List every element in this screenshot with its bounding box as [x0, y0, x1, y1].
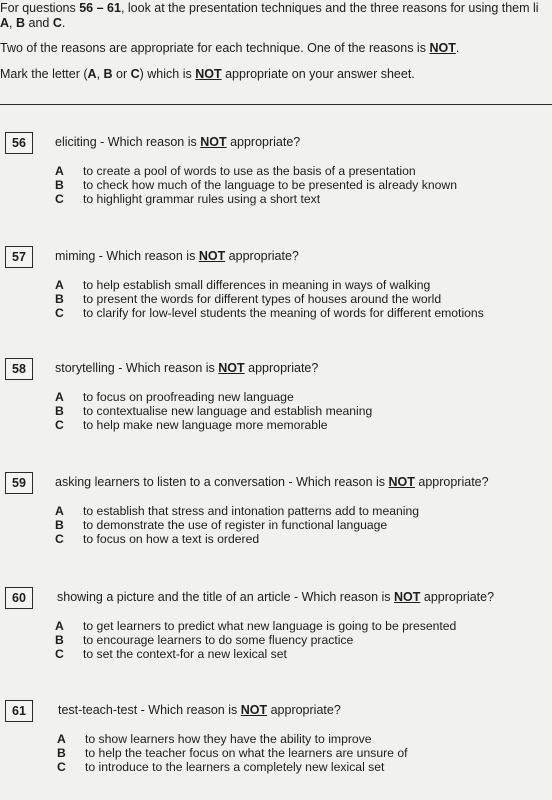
option-text: to get learners to predict what new language is going to be presented [83, 619, 457, 633]
technique: eliciting [55, 135, 97, 149]
instructions-line-3 [0, 41, 552, 56]
option-a [55, 390, 372, 404]
instructions-text: ) which is [139, 67, 196, 81]
prompt-text: appropriate? [267, 703, 341, 717]
separator: or [112, 67, 131, 81]
option-text: to contextualise new language and establish meaning [83, 404, 373, 418]
option-text: to present the words for different types of houses around the world [83, 292, 442, 306]
separator: , [9, 16, 16, 30]
instructions-text: For questions [0, 1, 80, 15]
instructions-line-2 [0, 16, 552, 31]
technique: test-teach-test [58, 703, 138, 717]
option-letter: B [55, 178, 64, 192]
option-c [55, 306, 484, 320]
option-letter: C [55, 647, 64, 661]
letter-a: A [87, 67, 97, 81]
option-text: to introduce to the learners a completely new lexical set [85, 760, 385, 774]
option-text: to set the context-for a new lexical set [83, 647, 287, 661]
prompt-text: - Which reason is [137, 703, 241, 717]
option-letter: C [57, 760, 66, 774]
option-letter: A [55, 504, 64, 518]
not-emphasis: NOT [429, 41, 456, 55]
option-text: to establish that stress and intonation patterns add to meaning [83, 504, 420, 518]
option-a [57, 732, 408, 746]
option-b [55, 518, 419, 532]
letter-c: C [130, 67, 140, 81]
option-text: to focus on proofreading new language [83, 390, 294, 404]
question-number-box: 61 [5, 700, 33, 722]
option-b [55, 292, 484, 306]
option-letter: B [55, 633, 64, 647]
not-emphasis: NOT [388, 475, 415, 489]
option-letter: A [55, 278, 64, 292]
letter-b: B [15, 16, 26, 30]
option-a [55, 164, 457, 178]
option-a [55, 504, 419, 518]
not-emphasis: NOT [218, 361, 245, 375]
not-emphasis: NOT [200, 135, 227, 149]
divider-line [0, 104, 552, 105]
option-text: to demonstrate the use of register in functional language [83, 518, 388, 532]
option-c [55, 418, 372, 432]
question-number-box: 60 [5, 587, 33, 609]
not-emphasis: NOT [240, 703, 268, 717]
question-range: 56 – 61 [79, 1, 121, 15]
option-text: to clarify for low-level students the meaning of words for different emotions [83, 306, 484, 320]
question-number-box: 58 [5, 358, 33, 380]
options-list [55, 619, 456, 661]
question-prompt [57, 590, 494, 605]
question-prompt [55, 361, 318, 376]
prompt-text: appropriate? [420, 590, 495, 604]
option-a [55, 619, 456, 633]
not-emphasis: NOT [195, 67, 222, 81]
prompt-text: - Which reason is [290, 590, 394, 604]
option-b [55, 404, 372, 418]
option-c [55, 532, 419, 546]
separator: . [455, 41, 460, 55]
letter-c: C [52, 16, 62, 30]
option-letter: C [55, 418, 64, 432]
option-text: to encourage learners to do some fluency practice [83, 633, 354, 647]
question-number-box: 56 [5, 132, 33, 154]
prompt-text: - Which reason is [96, 135, 201, 149]
option-letter: B [55, 518, 64, 532]
not-emphasis: NOT [394, 590, 421, 604]
option-text: to highlight grammar rules using a short text [83, 192, 321, 206]
instructions-text: appropriate on your answer sheet. [221, 67, 415, 81]
option-a [55, 278, 484, 292]
prompt-text: appropriate? [226, 135, 301, 149]
technique: showing a picture and the title of an article [57, 590, 291, 604]
option-letter: B [55, 404, 64, 418]
option-c [57, 760, 408, 774]
instructions-text: Mark the letter ( [0, 67, 88, 81]
option-b [57, 746, 408, 760]
options-list [55, 390, 372, 432]
question-prompt [55, 249, 299, 264]
question-prompt [55, 475, 489, 490]
prompt-text: - Which reason is [285, 475, 389, 489]
instructions-text: Two of the reasons are appropriate for each technique. One of the reasons is [0, 41, 430, 55]
instructions-line-4 [0, 67, 552, 82]
separator: . [61, 16, 66, 30]
options-list [55, 164, 457, 206]
options-list [57, 732, 408, 774]
option-letter: C [55, 306, 64, 320]
technique: miming [55, 249, 96, 263]
prompt-text: - Which reason is [95, 249, 199, 263]
separator: , [96, 67, 104, 81]
technique: storytelling [55, 361, 115, 375]
prompt-text: appropriate? [225, 249, 299, 263]
option-text: to focus on how a text is ordered [83, 532, 260, 546]
prompt-text: appropriate? [244, 361, 319, 375]
option-text: to help the teacher focus on what the learners are unsure of [85, 746, 408, 760]
question-number-box: 57 [5, 246, 33, 268]
prompt-text: appropriate? [414, 475, 489, 489]
letter-a: A [0, 16, 10, 30]
option-b [55, 633, 456, 647]
options-list [55, 504, 419, 546]
option-letter: B [55, 292, 64, 306]
instructions-text: , look at the presentation techniques and the three reasons for using them li [120, 1, 539, 15]
option-letter: A [57, 732, 66, 746]
option-letter: A [55, 619, 64, 633]
question-prompt [58, 703, 341, 718]
option-letter: A [55, 164, 64, 178]
option-letter: C [55, 192, 64, 206]
option-text: to help make new language more memorable [83, 418, 328, 432]
option-text: to show learners how they have the ability to improve [85, 732, 372, 746]
option-c [55, 192, 457, 206]
option-letter: A [55, 390, 64, 404]
prompt-text: - Which reason is [114, 361, 219, 375]
question-number-box: 59 [5, 472, 33, 494]
separator: and [25, 16, 53, 30]
instructions-line-1 [0, 1, 552, 16]
option-c [55, 647, 456, 661]
option-b [55, 178, 457, 192]
options-list [55, 278, 484, 320]
option-text: to create a pool of words to use as the basis of a presentation [83, 164, 416, 178]
not-emphasis: NOT [198, 249, 226, 263]
option-text: to help establish small differences in meaning in ways of walking [83, 278, 431, 292]
letter-b: B [103, 67, 113, 81]
option-letter: B [57, 746, 66, 760]
option-text: to check how much of the language to be presented is already known [83, 178, 457, 192]
technique: asking learners to listen to a conversation [55, 475, 285, 489]
question-prompt [55, 135, 300, 150]
option-letter: C [55, 532, 64, 546]
